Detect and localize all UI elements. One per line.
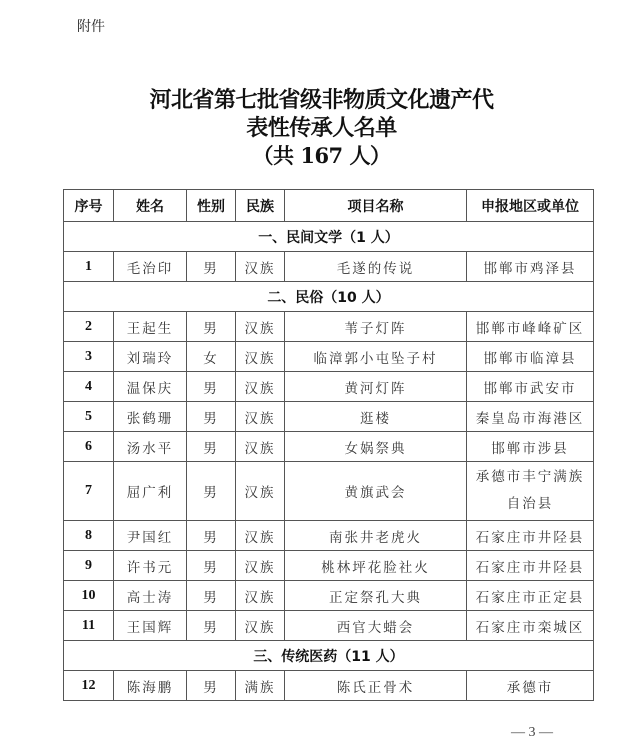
cell-name: 温保庆 [114, 372, 187, 402]
header-seq: 序号 [64, 190, 114, 222]
title-total-count: （共 167 人） [252, 143, 391, 168]
cell-name: 刘瑞玲 [114, 342, 187, 372]
cell-region: 石家庄市正定县 [467, 581, 594, 611]
cell-region: 邯郸市鸡泽县 [467, 252, 594, 282]
cell-seq: 2 [64, 312, 114, 342]
cell-ethnicity: 汉族 [236, 342, 285, 372]
cell-project: 苇子灯阵 [285, 312, 467, 342]
table-row [64, 402, 594, 432]
table-row [64, 372, 594, 402]
cell-ethnicity: 汉族 [236, 432, 285, 462]
cell-name: 张鹤珊 [114, 402, 187, 432]
section-row [64, 282, 594, 312]
cell-ethnicity: 满族 [236, 671, 285, 701]
cell-gender: 男 [187, 581, 236, 611]
title-line-2: 表性传承人名单 [246, 115, 397, 141]
table-row [64, 581, 594, 611]
cell-region [467, 462, 594, 521]
inheritor-list-table [63, 189, 594, 701]
cell-ethnicity: 汉族 [236, 372, 285, 402]
cell-ethnicity: 汉族 [236, 551, 285, 581]
cell-gender: 男 [187, 432, 236, 462]
cell-seq: 5 [64, 402, 114, 432]
section-row [64, 222, 594, 252]
cell-gender: 女 [187, 342, 236, 372]
cell-ethnicity: 汉族 [236, 521, 285, 551]
cell-project: 西官大蜡会 [285, 611, 467, 641]
cell-project: 正定祭孔大典 [285, 581, 467, 611]
cell-region: 邯郸市武安市 [467, 372, 594, 402]
cell-project: 临漳郭小屯坠子村 [285, 342, 467, 372]
cell-seq: 3 [64, 342, 114, 372]
cell-region: 承德市 [467, 671, 594, 701]
cell-ethnicity: 汉族 [236, 581, 285, 611]
cell-name: 陈海鹏 [114, 671, 187, 701]
header-gender: 性别 [187, 190, 236, 222]
section-title: 三、传统医药（11 人） [64, 641, 594, 671]
cell-seq: 11 [64, 611, 114, 641]
cell-name: 高士涛 [114, 581, 187, 611]
cell-ethnicity: 汉族 [236, 312, 285, 342]
table-row [64, 551, 594, 581]
cell-project: 陈氏正骨术 [285, 671, 467, 701]
cell-region-line-1: 承德市丰宁满族 [475, 469, 585, 485]
table-row [64, 342, 594, 372]
cell-ethnicity: 汉族 [236, 462, 285, 521]
table-row [64, 671, 594, 701]
cell-region: 秦皇岛市海港区 [467, 402, 594, 432]
section-title: 二、民俗（10 人） [64, 282, 594, 312]
cell-project: 毛遂的传说 [285, 252, 467, 282]
cell-seq: 12 [64, 671, 114, 701]
header-ethnicity: 民族 [236, 190, 285, 222]
header-name: 姓名 [114, 190, 187, 222]
cell-seq: 8 [64, 521, 114, 551]
cell-region: 石家庄市栾城区 [467, 611, 594, 641]
cell-seq: 6 [64, 432, 114, 462]
table-row [64, 432, 594, 462]
title-line-1: 河北省第七批省级非物质文化遗产代 [149, 87, 494, 113]
cell-project: 南张井老虎火 [285, 521, 467, 551]
header-region: 申报地区或单位 [467, 190, 594, 222]
cell-region: 邯郸市峰峰矿区 [467, 312, 594, 342]
header-project: 项目名称 [285, 190, 467, 222]
cell-gender: 男 [187, 611, 236, 641]
cell-region: 石家庄市井陉县 [467, 521, 594, 551]
cell-gender: 男 [187, 402, 236, 432]
cell-seq: 9 [64, 551, 114, 581]
cell-name: 许书元 [114, 551, 187, 581]
cell-name: 汤水平 [114, 432, 187, 462]
table-row [64, 462, 594, 521]
page-number: — 3 — [511, 725, 553, 740]
cell-region: 邯郸市临漳县 [467, 342, 594, 372]
cell-project: 逛楼 [285, 402, 467, 432]
cell-project: 黄河灯阵 [285, 372, 467, 402]
cell-gender: 男 [187, 312, 236, 342]
cell-gender: 男 [187, 671, 236, 701]
cell-seq: 10 [64, 581, 114, 611]
cell-gender: 男 [187, 372, 236, 402]
cell-project: 黄旗武会 [285, 462, 467, 521]
document-title [0, 86, 643, 170]
cell-region: 邯郸市涉县 [467, 432, 594, 462]
section-row [64, 641, 594, 671]
cell-gender: 男 [187, 551, 236, 581]
cell-region: 石家庄市井陉县 [467, 551, 594, 581]
table-row [64, 521, 594, 551]
attachment-label: 附件 [77, 19, 105, 35]
table-row [64, 312, 594, 342]
cell-name: 王国辉 [114, 611, 187, 641]
table-row [64, 611, 594, 641]
cell-seq: 1 [64, 252, 114, 282]
cell-ethnicity: 汉族 [236, 252, 285, 282]
cell-name: 毛治印 [114, 252, 187, 282]
cell-name: 屈广利 [114, 462, 187, 521]
table-header-row [64, 190, 594, 222]
cell-seq: 4 [64, 372, 114, 402]
table-row [64, 252, 594, 282]
cell-ethnicity: 汉族 [236, 402, 285, 432]
cell-gender: 男 [187, 521, 236, 551]
cell-project: 桃林坪花脸社火 [285, 551, 467, 581]
cell-name: 王起生 [114, 312, 187, 342]
cell-ethnicity: 汉族 [236, 611, 285, 641]
cell-gender: 男 [187, 462, 236, 521]
cell-seq: 7 [64, 462, 114, 521]
cell-gender: 男 [187, 252, 236, 282]
cell-project: 女娲祭典 [285, 432, 467, 462]
section-title: 一、民间文学（1 人） [64, 222, 594, 252]
cell-name: 尹国红 [114, 521, 187, 551]
cell-region-line-2: 自治县 [506, 496, 554, 512]
